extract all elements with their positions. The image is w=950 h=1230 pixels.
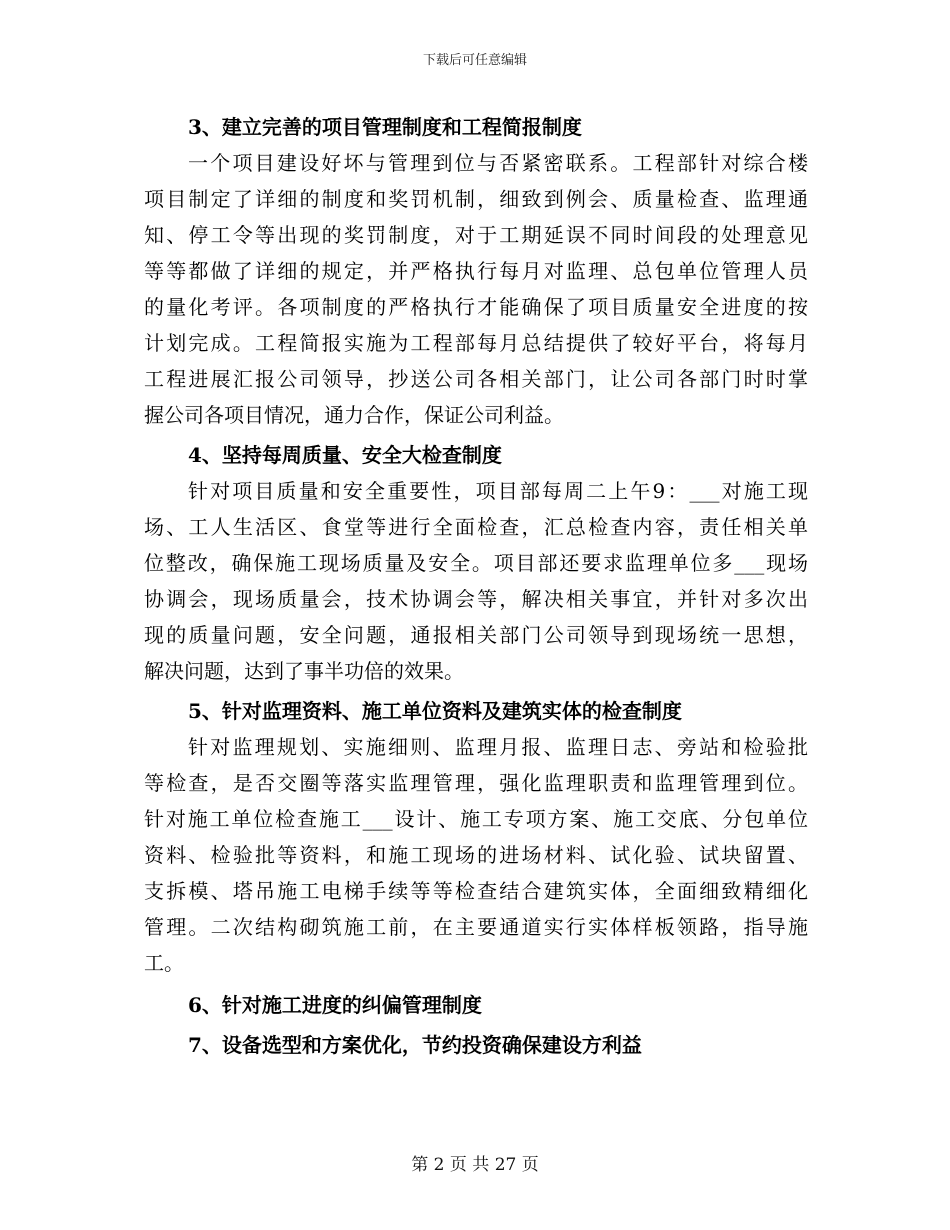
- text-line: 现的质量问题，安全问题，通报相关部门公司领导到现场统一思想，: [144, 623, 808, 647]
- text-line: 等检查，是否交圈等落实监理管理，强化监理职责和监理管理到位。: [144, 771, 808, 795]
- text-line: 计划完成。工程简报实施为工程部每月总结提供了较好平台，将每月: [144, 331, 808, 355]
- text-line: 针对监理规划、实施细则、监理月报、监理日志、旁站和检验批: [188, 735, 808, 759]
- page-number-footer: 第 2 页 共 27 页: [411, 1155, 539, 1175]
- section-heading-3: 3、建立完善的项目管理制度和工程简报制度: [188, 115, 582, 139]
- section-heading-4: 4、坚持每周质量、安全大检查制度: [188, 443, 502, 467]
- text-line: 工。: [144, 951, 184, 975]
- text-line: 位整改，确保施工现场质量及安全。项目部还要求监理单位多___现场: [144, 551, 808, 575]
- text-line: 场、工人生活区、食堂等进行全面检查，汇总检查内容，责任相关单: [144, 515, 808, 539]
- text-line: 握公司各项目情况，通力合作，保证公司利益。: [144, 403, 564, 427]
- text-line: 针对施工单位检查施工___设计、施工专项方案、施工交底、分包单位: [144, 807, 808, 831]
- text-line: 工程进展汇报公司领导，抄送公司各相关部门，让公司各部门时时掌: [144, 367, 808, 391]
- paragraph-section-5: [144, 729, 808, 981]
- text-line: 等等都做了详细的规定，并严格执行每月对监理、总包单位管理人员: [144, 259, 808, 283]
- paragraph-section-4: [144, 473, 808, 689]
- document-body: [144, 109, 808, 1063]
- text-line: 知、停工令等出现的奖罚制度，对于工期延误不同时间段的处理意见: [144, 223, 808, 247]
- paragraph-section-3: [144, 145, 808, 433]
- section-heading-5: 5、针对监理资料、施工单位资料及建筑实体的检查制度: [188, 699, 682, 723]
- text-line: 针对项目质量和安全重要性，项目部每周二上午9：___对施工现: [188, 479, 808, 503]
- text-line: 的量化考评。各项制度的严格执行才能确保了项目质量安全进度的按: [144, 295, 808, 319]
- text-line: 一个项目建设好坏与管理到位与否紧密联系。工程部针对综合楼: [188, 151, 808, 175]
- text-line: 解决问题，达到了事半功倍的效果。: [144, 659, 464, 683]
- page-header: 下载后可任意编辑: [422, 53, 527, 68]
- text-line: 管理。二次结构砌筑施工前，在主要通道实行实体样板领路，指导施: [144, 915, 808, 939]
- section-heading-7: 7、设备选型和方案优化，节约投资确保建设方利益: [188, 1033, 642, 1057]
- text-line: 项目制定了详细的制度和奖罚机制，细致到例会、质量检查、监理通: [144, 187, 808, 211]
- text-line: 资料、检验批等资料，和施工现场的进场材料、试化验、试块留置、: [144, 843, 808, 867]
- text-line: 支拆模、塔吊施工电梯手续等等检查结合建筑实体，全面细致精细化: [144, 879, 808, 903]
- section-heading-6: 6、针对施工进度的纠偏管理制度: [188, 993, 482, 1017]
- text-line: 协调会，现场质量会，技术协调会等，解决相关事宜，并针对多次出: [144, 587, 808, 611]
